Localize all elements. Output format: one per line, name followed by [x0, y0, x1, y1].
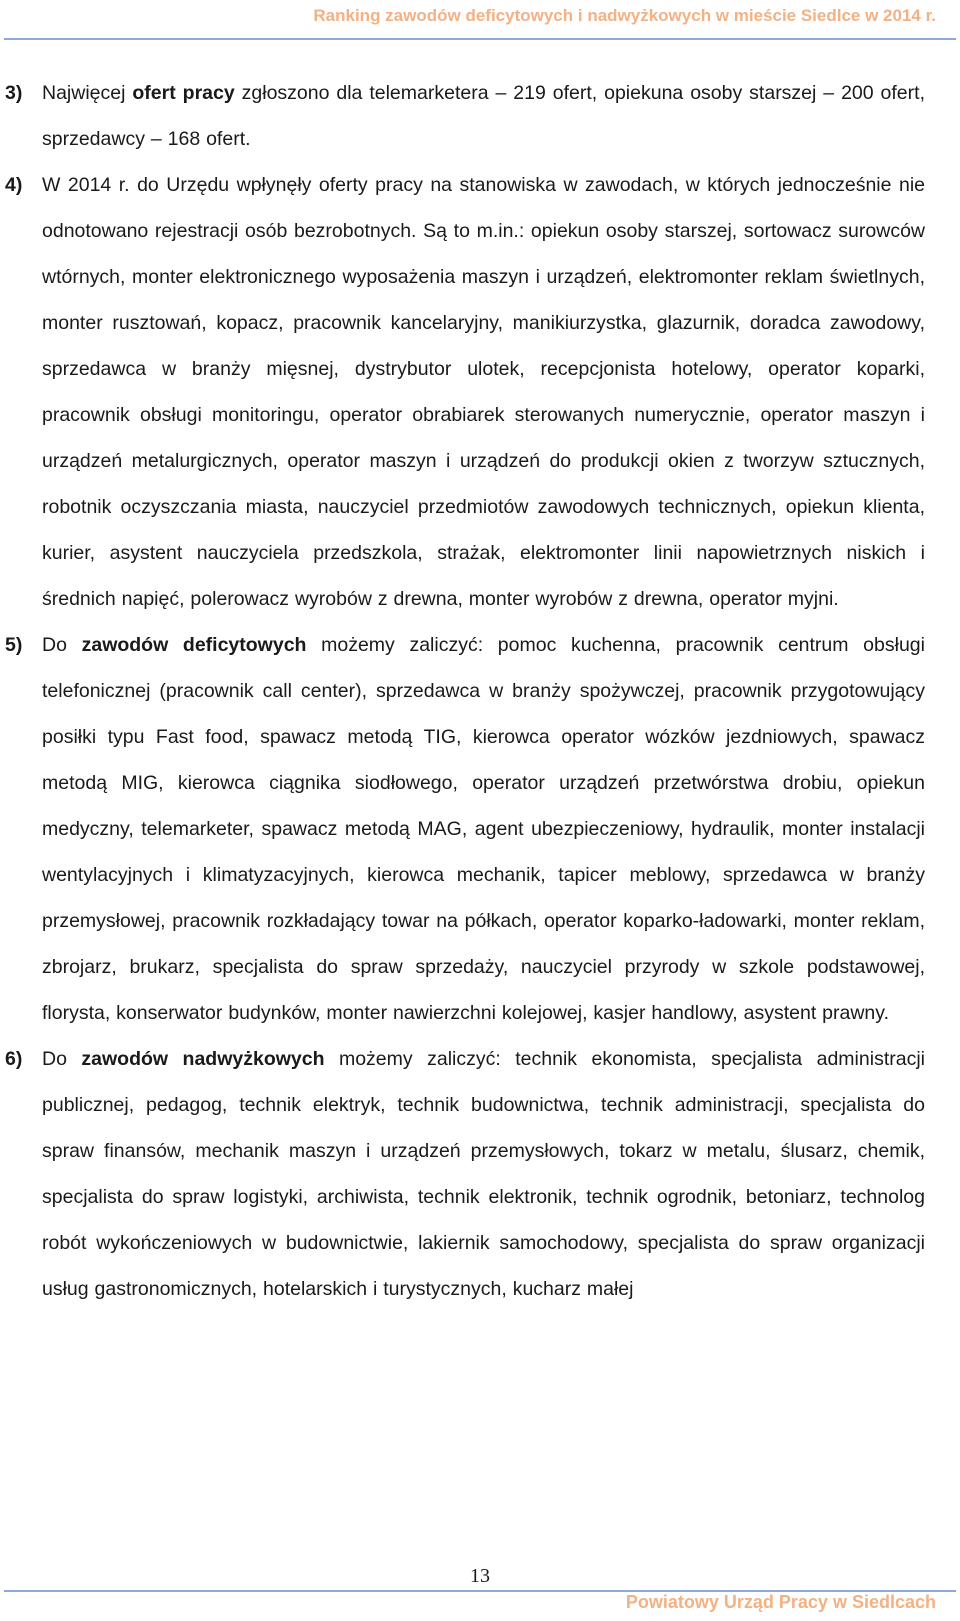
text-run: możemy zaliczyć: pomoc kuchenna, pracownik centrum obsługi telefonicznej (pracownik call center), sprzedawca w branży spożywczej, pracownik przygotowujący posiłki typu Fast food, spawacz metodą TIG, kierowca operator wózków jezdniowych, spawacz metodą MIG, kierowca ciągnika siodłowego, operator urządzeń przetwórstwa drobiu, opiekun medyczny, telemarketer, spawacz metodą MAG, agent ubezpieczeniowy, hydraulik, monter instalacji wentylacyjnych i klimatyzacyjnych, kierowca mechanik, tapicer meblowy, sprzedawca w branży przemysłowej, pracownik rozkładający towar na półkach, operator koparko-ładowarki, monter reklam, zbrojarz, brukarz, specjalista do spraw sprzedaży, nauczyciel przyrody w szkole podstawowej, florysta, konserwator budynków, monter nawierzchni kolejowej, kasjer handlowy, asystent prawny.	[42, 634, 925, 1024]
text-run: Do	[42, 1048, 82, 1070]
text-run: W 2014 r. do Urzędu wpłynęły oferty pracy na stanowiska w zawodach, w których jednocześnie nie odnotowano rejestracji osób bezrobotnych. Są to m.in.: opiekun osoby starszej, sortowacz surowców wtórnych, monter elektronicznego wyposażenia maszyn i urządzeń, elektromonter reklam świetlnych, monter rusztowań, kopacz, pracownik kancelaryjny, manikiurzystka, glazurnik, doradca zawodowy, sprzedawca w branży mięsnej, dystrybutor ulotek, recepcjonista hotelowy, operator koparki, pracownik obsługi monitoringu, operator obrabiarek sterowanych numerycznie, operator maszyn i urządzeń metalurgicznych, operator maszyn i urządzeń do produkcji okien z tworzyw sztucznych, robotnik oczyszczania miasta, nauczyciel przedmiotów zawodowych technicznych, opiekun klienta, kurier, asystent nauczyciela przedszkola, strażak, elektromonter linii napowietrznych niskich i średnich napięć, polerowacz wyrobów z drewna, monter wyrobów z drewna, operator myjni.	[42, 174, 925, 610]
list-item-number: 4)	[5, 174, 23, 196]
list-item-text	[42, 622, 925, 1036]
bold-text-run: ofert pracy	[132, 82, 235, 104]
document-body	[0, 70, 960, 1312]
header-divider	[4, 38, 956, 40]
text-run: zgłoszono dla telemarketera – 219 ofert, opiekuna osoby starszej – 200 ofert, sprzedawcy – 168 ofert.	[42, 82, 925, 150]
list-item-text	[42, 70, 925, 162]
list-item-number: 3)	[5, 82, 23, 104]
text-run: Do	[42, 634, 82, 656]
list-item-text	[42, 162, 925, 622]
list-item-number: 6)	[5, 1048, 23, 1070]
footer-organization: Powiatowy Urząd Pracy w Siedlcach	[625, 1592, 936, 1612]
text-run: możemy zaliczyć: technik ekonomista, specjalista administracji publicznej, pedagog, technik elektryk, technik budownictwa, technik administracji, specjalista do spraw finansów, mechanik maszyn i urządzeń przemysłowych, tokarz w metalu, ślusarz, chemik, specjalista do spraw logistyki, archiwista, technik elektronik, technik ogrodnik, betoniarz, technolog robót wykończeniowych w budownictwie, lakiernik samochodowy, specjalista do spraw organizacji usług gastronomicznych, hotelarskich i turystycznych, kucharz małej	[42, 1048, 925, 1300]
bold-text-run: zawodów nadwyżkowych	[81, 1048, 325, 1070]
list-item	[0, 1036, 960, 1312]
list-item	[0, 162, 960, 622]
running-header-title: Ranking zawodów deficytowych i nadwyżkowych w mieście Siedlce w 2014 r.	[313, 6, 936, 25]
text-run: Najwięcej	[42, 82, 133, 104]
list-item	[0, 70, 960, 162]
list-item	[0, 622, 960, 1036]
list-item-text	[42, 1036, 925, 1312]
list-item-number: 5)	[5, 634, 23, 656]
bold-text-run: zawodów deficytowych	[81, 634, 307, 656]
page-number: 13	[470, 1565, 490, 1587]
